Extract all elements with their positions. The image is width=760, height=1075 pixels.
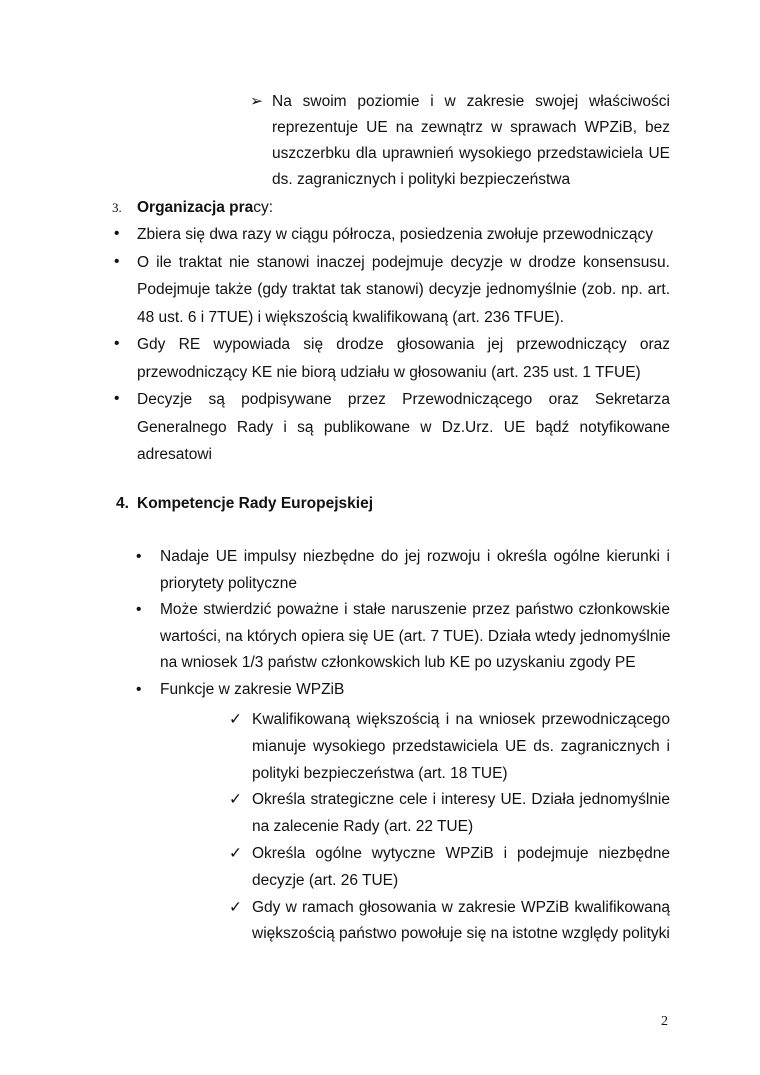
list-item bbox=[252, 787, 670, 841]
list-item-line: Gdy w ramach głosowania w zakresie WPZiB kwalifikowaną bbox=[252, 898, 670, 916]
list-item-line: mianuje wysokiego przedstawiciela UE ds. zagranicznych i bbox=[252, 737, 670, 755]
bullet-icon: • bbox=[114, 390, 120, 407]
section-title: Kompetencje Rady Europejskiej bbox=[137, 495, 374, 512]
list-item-line: Zbiera się dwa razy w ciągu półrocza, posiedzenia zwołuje przewodniczący bbox=[137, 226, 654, 243]
check-icon: ✓ bbox=[229, 791, 242, 809]
list-item bbox=[137, 331, 670, 386]
check-icon: ✓ bbox=[229, 711, 242, 728]
section-3-heading bbox=[112, 195, 273, 221]
bullet-icon: • bbox=[136, 680, 142, 698]
bullet-icon: • bbox=[114, 335, 120, 352]
list-item-line: Określa ogólne wytyczne WPZiB i podejmuje niezbędne bbox=[252, 845, 670, 862]
list-item-line: Na swoim poziomie i w zakresie swojej właściwości bbox=[272, 93, 670, 110]
list-item bbox=[252, 707, 670, 787]
section-4-heading bbox=[116, 491, 373, 517]
section-number: 4. bbox=[116, 495, 129, 512]
list-item-line: przewodniczący KE nie biorą udziału w głosowaniu (art. 235 ust. 1 TFUE) bbox=[137, 363, 641, 381]
list-item bbox=[160, 597, 670, 677]
list-item-line: ds. zagranicznych i polityki bezpieczeństwa bbox=[272, 171, 571, 188]
bullet-icon: • bbox=[114, 252, 120, 270]
list-item-line: polityki bezpieczeństwa (art. 18 TUE) bbox=[252, 764, 508, 782]
list-item-line: Gdy RE wypowiada się drodze głosowania jej przewodniczący oraz bbox=[137, 336, 670, 353]
bullet-icon: • bbox=[136, 548, 142, 565]
section-title: Organizacja pra bbox=[137, 199, 254, 216]
list-item-line: na wniosek 1/3 państw członkowskich lub KE po uzyskaniu zgody PE bbox=[160, 654, 636, 671]
list-item-line: priorytety polityczne bbox=[160, 574, 297, 592]
list-item-line: Decyzje są podpisywane przez Przewodniczącego oraz Sekretarza bbox=[137, 391, 670, 408]
section-title-rest: cy: bbox=[253, 199, 274, 216]
page-number: 2 bbox=[661, 1014, 668, 1029]
list-item-line: wartości, na których opiera się UE (art. 7 TUE). Działa wtedy jednomyślnie bbox=[160, 627, 671, 645]
list-item-line: decyzje (art. 26 TUE) bbox=[252, 871, 399, 889]
check-icon: ✓ bbox=[229, 845, 242, 862]
list-item-line: Funkcje w zakresie WPZiB bbox=[160, 680, 345, 698]
list-item-line: Określa strategiczne cele i interesy UE. Działa jednomyślnie bbox=[252, 791, 670, 809]
list-item-line: większością państwo powołuje się na istotne względy polityki bbox=[252, 925, 670, 943]
list-item bbox=[137, 221, 670, 249]
list-item-line: adresatowi bbox=[137, 446, 212, 463]
list-item bbox=[252, 841, 670, 895]
list-item-line: Nadaje UE impulsy niezbędne do jej rozwoju i określa ogólne kierunki i bbox=[160, 548, 670, 565]
check-icon: ✓ bbox=[229, 898, 242, 916]
list-item bbox=[137, 386, 670, 469]
section-number: 3. bbox=[112, 200, 122, 215]
list-item-line: reprezentuje UE na zewnątrz w sprawach WPZiB, bez bbox=[272, 119, 670, 136]
bullet-icon: • bbox=[136, 601, 142, 618]
list-item bbox=[137, 249, 670, 332]
list-item bbox=[272, 89, 670, 193]
arrow-bullet-icon: ➢ bbox=[250, 93, 263, 110]
list-item bbox=[252, 895, 670, 949]
list-item bbox=[160, 677, 670, 704]
list-item-line: uszczerbku dla uprawnień wysokiego przedstawiciela UE bbox=[272, 145, 670, 162]
list-item-line: Podejmuje także (gdy traktat tak stanowi) decyzje jednomyślnie (zob. np. art. bbox=[137, 281, 670, 298]
list-item-line: Kwalifikowaną większością i na wniosek przewodniczącego bbox=[252, 711, 670, 728]
list-item-line: O ile traktat nie stanowi inaczej podejmuje decyzje w drodze konsensusu. bbox=[137, 253, 670, 271]
list-item-line: na zalecenie Rady (art. 22 TUE) bbox=[252, 818, 474, 836]
list-item-line: 48 ust. 6 i 7TUE) i większością kwalifikowaną (art. 236 TFUE). bbox=[137, 308, 564, 326]
list-item-line: Generalnego Rady i są publikowane w Dz.Urz. UE bądź notyfikowane bbox=[137, 418, 670, 436]
list-item bbox=[160, 544, 670, 597]
list-item-line: Może stwierdzić poważne i stałe naruszenie przez państwo członkowskie bbox=[160, 601, 670, 618]
bullet-icon: • bbox=[114, 225, 120, 242]
